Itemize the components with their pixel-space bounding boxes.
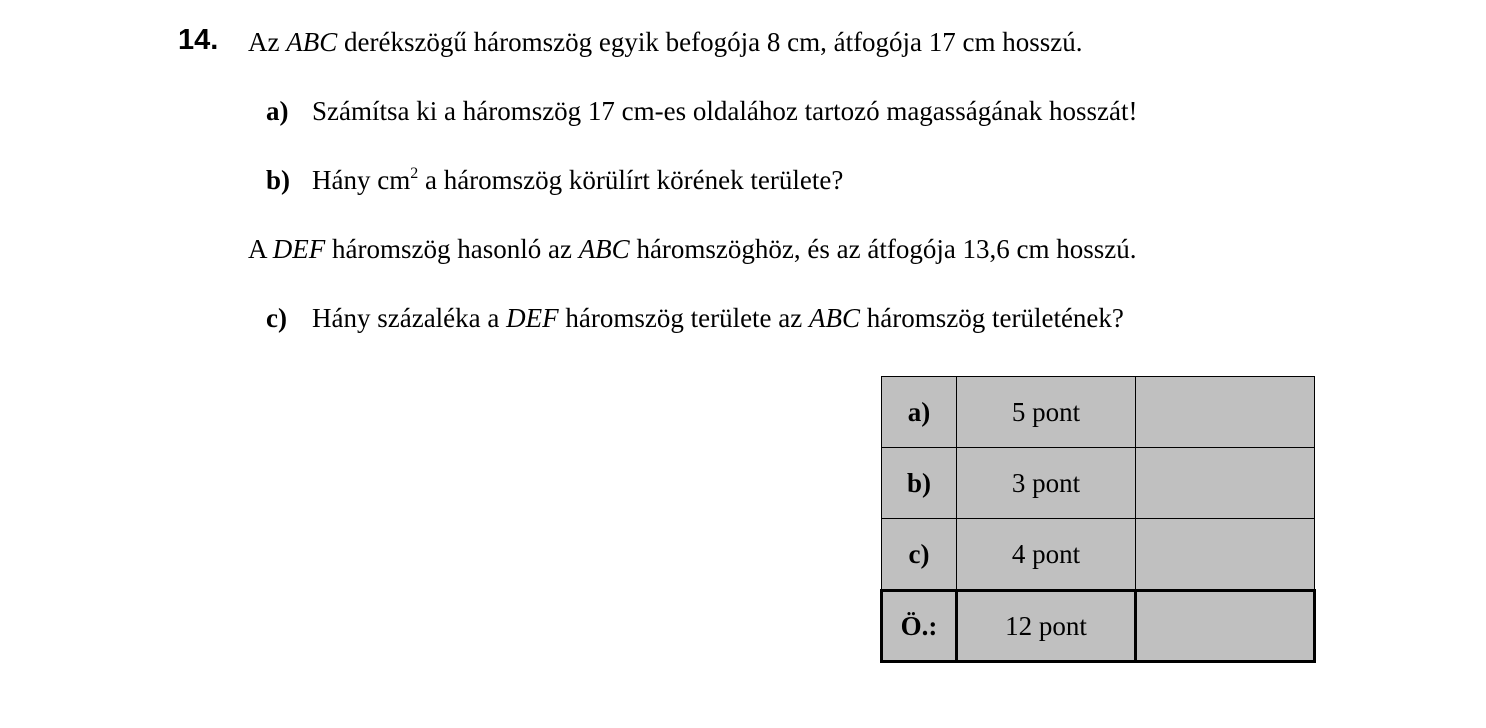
- triangle-abc-name: ABC: [578, 234, 630, 264]
- part-cell: c): [882, 519, 957, 591]
- table-row: [882, 519, 1315, 591]
- superscript-exponent: 2: [410, 165, 419, 182]
- part-cell: a): [882, 377, 957, 448]
- triangle-def-name: DEF: [272, 234, 326, 264]
- triangle-def-name: DEF: [506, 303, 559, 333]
- triangle-abc-name: ABC: [809, 303, 861, 333]
- table-row: [882, 448, 1315, 519]
- problem-intro: Az ABC derékszögű háromszög egyik befogója 8 cm, átfogója 17 cm hosszú.: [248, 27, 1083, 57]
- total-label-cell: Ö.:: [882, 591, 957, 662]
- subquestion-b-label: b): [266, 165, 291, 195]
- subquestion-a-label: a): [266, 96, 289, 126]
- subquestion-c: c) Hány százaléka a DEF háromszög területe az ABC háromszög területének?: [266, 300, 1124, 336]
- earned-points-cell[interactable]: [1136, 377, 1315, 448]
- part-cell: b): [882, 448, 957, 519]
- earned-points-cell[interactable]: [1136, 519, 1315, 591]
- subquestion-a-text: Számítsa ki a háromszög 17 cm-es oldalához tartozó magasságának hosszát!: [312, 96, 1138, 126]
- earned-points-cell[interactable]: [1136, 448, 1315, 519]
- problem-number: 14.: [178, 24, 219, 56]
- points-cell: 5 pont: [957, 377, 1136, 448]
- triangle-abc-name: ABC: [286, 27, 338, 57]
- points-cell: 4 pont: [957, 519, 1136, 591]
- total-points-cell: 12 pont: [957, 591, 1136, 662]
- problem-middle-statement: A DEF háromszög hasonló az ABC háromszöghöz, és az átfogója 13,6 cm hosszú.: [248, 234, 1137, 264]
- table-row: [882, 377, 1315, 448]
- points-cell: 3 pont: [957, 448, 1136, 519]
- score-table: [880, 376, 1316, 663]
- subquestion-c-label: c): [266, 303, 287, 333]
- subquestion-b: b) Hány $cm^2$ a háromszög körülírt körének területe?: [266, 162, 843, 198]
- total-earned-cell[interactable]: [1136, 591, 1315, 662]
- subquestion-a: [266, 93, 1137, 129]
- total-row: [882, 591, 1315, 662]
